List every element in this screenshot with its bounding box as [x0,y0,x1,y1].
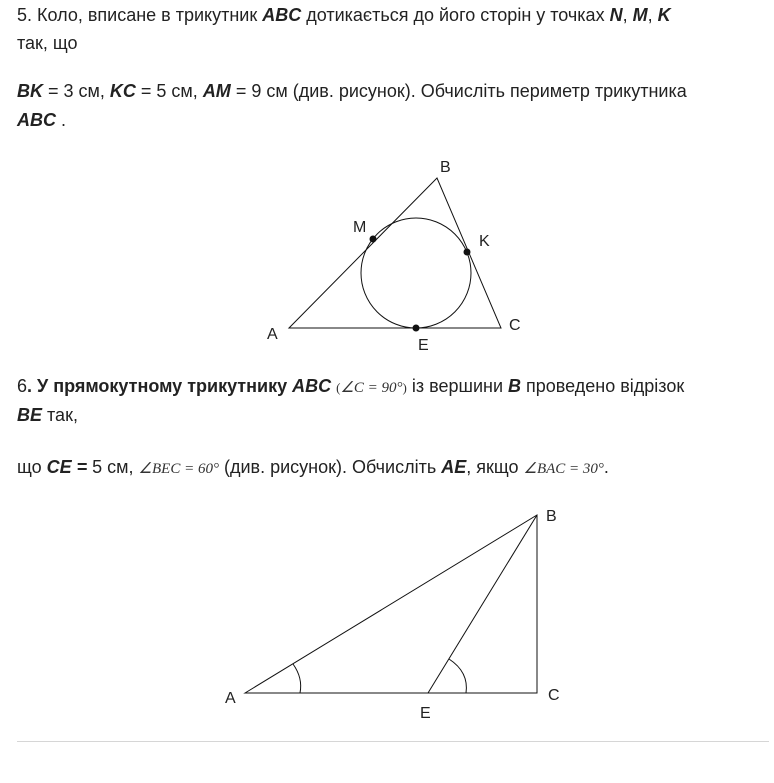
label-e: E [418,337,429,354]
problem5-line3: BK = 3 см, KC = 5 см, AM = 9 см (див. рисунок). Обчисліть периметр трикутника [17,81,687,101]
problem6-line1: 6. У прямокутному трикутнику ABC (∠C = 90°) із вершини B проведено відрізок [17,376,685,396]
label-b-2: B [546,508,557,525]
label-c: C [509,317,521,334]
problem5-line2: так, що [17,33,78,53]
divider [17,741,769,742]
problem5-line1: 5. Коло, вписане в трикутник ABC дотикається до його сторін у точках N, M, K [17,5,671,25]
label-a-2: A [225,690,236,707]
label-e-2: E [420,705,431,722]
triangle-abc-right [245,515,537,693]
angle-mark-a [293,664,301,693]
segment-be [428,515,537,693]
label-b: B [440,159,451,176]
angle-mark-e [449,659,466,693]
problem6-line2: BE так, [17,405,78,425]
problem6-line3: що CE = 5 см, ∠BEC = 60° (див. рисунок). Обчисліть AE, якщо ∠BAC = 30°. [17,457,609,477]
label-m: M [353,219,367,236]
label-a: A [267,326,278,343]
label-k: K [479,233,490,250]
label-c-2: C [548,687,560,704]
problem5-line4: ABC . [17,110,67,130]
